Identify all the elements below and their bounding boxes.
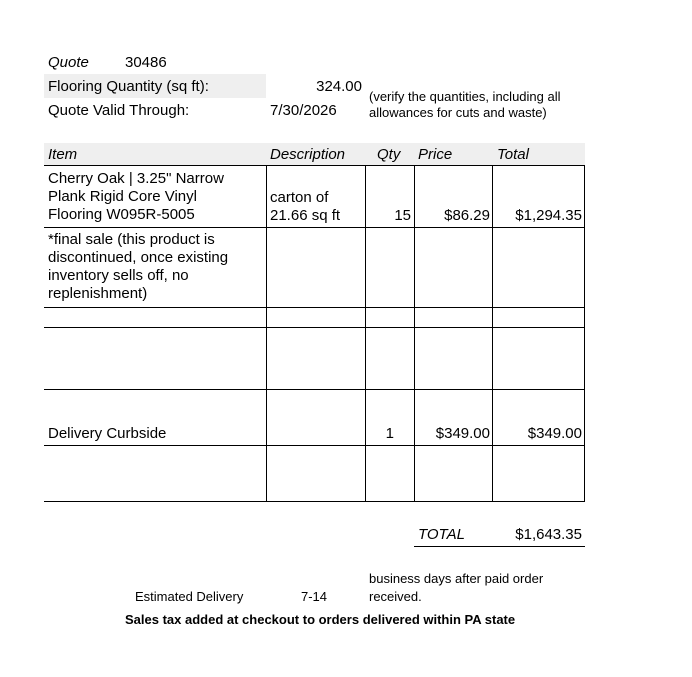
flooring-quantity-value: 324.00: [316, 78, 362, 95]
table-row-qty: 15: [394, 207, 411, 224]
flooring-quantity-label: Flooring Quantity (sq ft):: [48, 78, 209, 95]
table-line: [44, 165, 585, 166]
verify-note-line2: allowances for cuts and waste): [369, 105, 547, 120]
table-row-total: $349.00: [527, 425, 582, 442]
column-header-total: Total: [497, 146, 529, 163]
table-row-total: $1,294.35: [515, 207, 582, 224]
total-value: $1,643.35: [515, 526, 582, 543]
table-row-item: Delivery Curbside: [48, 425, 167, 442]
estimated-delivery-label: Estimated Delivery: [135, 589, 244, 604]
verify-note-line1: (verify the quantities, including all: [369, 89, 561, 104]
quote-label: Quote: [48, 54, 89, 71]
column-header-item: Item: [48, 146, 78, 163]
total-label: TOTAL: [418, 526, 465, 543]
table-line: [44, 445, 585, 446]
table-line: [44, 227, 585, 228]
quote-valid-label: Quote Valid Through:: [48, 102, 190, 119]
table-column-line: [266, 165, 267, 502]
table-column-line: [584, 165, 585, 502]
table-line: [44, 327, 585, 328]
column-header-price: Price: [418, 146, 453, 163]
table-row-qty: 1: [385, 425, 394, 442]
table-line: [44, 389, 585, 390]
table-row-description: carton of 21.66 sq ft: [270, 189, 341, 224]
quote-valid-date: 7/30/2026: [270, 102, 337, 119]
table-row-price: $349.00: [435, 425, 490, 442]
table-line: [44, 501, 585, 502]
quote-number: 30486: [125, 54, 167, 71]
table-row-item: Cherry Oak | 3.25" Narrow Plank Rigid Core Vinyl Flooring W095R-5005: [48, 170, 224, 223]
table-line: [44, 307, 585, 308]
final-sale-note: *final sale (this product is discontinued, once existing inventory sells off, no replenishment): [48, 231, 229, 302]
table-row-price: $86.29: [444, 207, 490, 224]
column-header-qty: Qty: [377, 146, 401, 163]
delivery-note-line1: business days after paid order: [369, 571, 544, 586]
estimated-delivery-days: 7-14: [301, 589, 328, 604]
total-underline: [414, 546, 585, 547]
column-header-description: Description: [270, 146, 346, 163]
sales-tax-note: Sales tax added at checkout to orders delivered within PA state: [125, 612, 516, 627]
delivery-note-line2: received.: [369, 589, 422, 604]
